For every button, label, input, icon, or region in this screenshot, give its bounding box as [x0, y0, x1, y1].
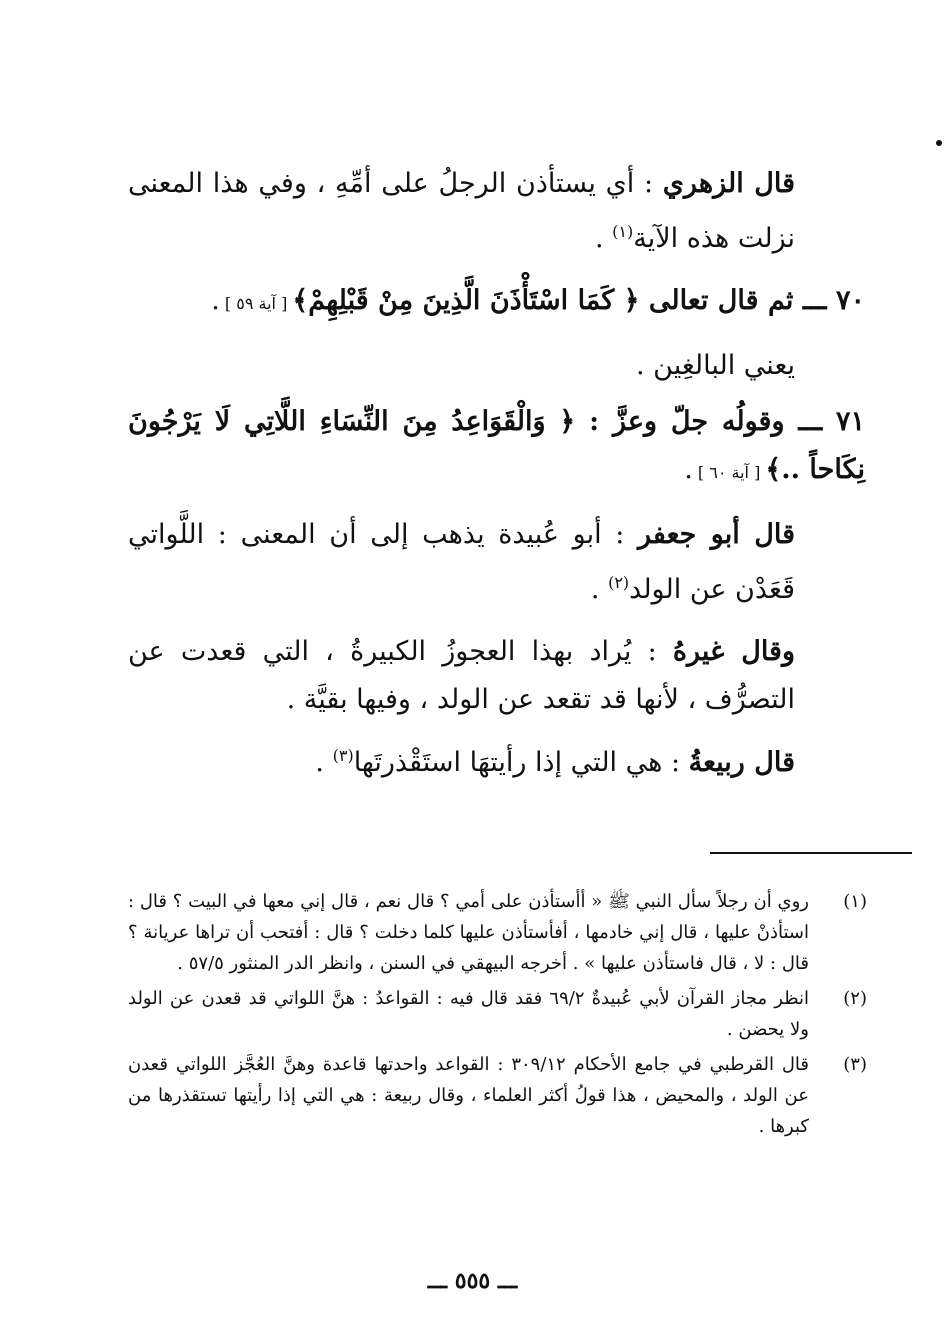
- footnotes: [128, 886, 873, 1146]
- page-number: ـــ ٥٥٥ ـــ: [427, 1268, 518, 1294]
- punctuation: .: [590, 574, 609, 605]
- main-text: [128, 160, 865, 787]
- ayah-reference: [ آية ٦٠ ]: [692, 463, 766, 482]
- footnote-ref: (٣): [332, 746, 354, 765]
- punctuation: .: [594, 223, 613, 254]
- paragraph-other: [128, 628, 865, 724]
- quran-verse: ﴿ كَمَا اسْتَأْذَنَ الَّذِينَ مِنْ قَبْلِهِمْ﴾: [292, 285, 640, 316]
- paragraph-verse-71: [128, 398, 865, 497]
- paragraph-rabia: [128, 732, 865, 787]
- entry-number: ٧١ ـــ: [798, 406, 865, 437]
- speaker-name: قال الزهري: [662, 168, 795, 199]
- speaker-name: قال ربيعةُ: [688, 747, 795, 778]
- footnote-text: انظر مجاز القرآن لأبي عُبيدةٌ ٦٩/٢ فقد قال فيه : القواعدُ : هنَّ اللواتي قد قعدن عن الولد ولا يحضن .: [128, 988, 809, 1040]
- ayah-reference: [ آية ٥٩ ]: [219, 294, 293, 313]
- entry-lead: ثم قال تعالى: [639, 285, 803, 316]
- footnote-3: [128, 1049, 873, 1142]
- footnote-1: [128, 886, 873, 979]
- paragraph-zuhri: [128, 160, 865, 263]
- entry-number: ٧٠ ـــ: [802, 285, 865, 316]
- footnote-number: (٢): [843, 988, 867, 1009]
- footnote-text: قال القرطبي في جامع الأحكام ٣٠٩/١٢ : القواعد واحدتها قاعدة وهنَّ العُجَّز اللواتي قعدن عن الولد ، والمحيض ، هذا قولُ أكثر العلماء ، وقال ربيعة : هي التي إذا رأيتها تستقذرها من كبرها .: [128, 1054, 809, 1137]
- paragraph-meaning: [128, 342, 865, 390]
- punctuation: .: [211, 285, 220, 316]
- punctuation: .: [684, 454, 693, 485]
- footnote-number: (٣): [843, 1054, 867, 1075]
- paragraph-text: يعني البالغِين .: [636, 350, 795, 381]
- footnote-divider: [710, 852, 912, 854]
- paragraph-text: : أبو عُبيدة يذهب إلى أن المعنى : اللَّواتي قَعَدْن عن الولد: [128, 519, 795, 605]
- punctuation: .: [315, 747, 333, 778]
- paragraph-verse-70: [128, 277, 865, 328]
- footnote-ref: (٢): [608, 573, 630, 592]
- footnote-number: (١): [843, 891, 867, 912]
- quran-verse: ﴿ وَالْقَوَاعِدُ مِنَ النِّسَاءِ اللَّاتِي لَا يَرْجُونَ نِكَاحاً ..﴾: [128, 406, 865, 485]
- entry-lead: وقولُه جلّ وعزَّ :: [575, 406, 799, 437]
- footnote-ref: (١): [612, 222, 634, 241]
- footnote-text: روي أن رجلاً سأل النبي ﷺ « أأستأذن على أمي ؟ قال نعم ، قال إني معها في البيت ؟ قال : استأذنْ عليها ، قال إني خادمها ، أفأستأذن عليها كلما دخلت ؟ قال : أفتحب أن تراها عريانة ؟ قال : لا ، قال فاستأذن عليها » . أخرجه البيهقي في السنن ، وانظر الدر المنثور ٥٧/٥ .: [128, 891, 809, 974]
- paragraph-text: : يُراد بهذا العجوزُ الكبيرةُ ، التي قعدت عن التصرُّف ، لأنها قد تقعد عن الولد ، وفيها بقيَّة .: [128, 636, 795, 715]
- footnote-2: [128, 983, 873, 1045]
- speaker-name: وقال غيرهُ: [672, 636, 796, 667]
- paragraph-text: : هي التي إذا رأيتهَا استَقْذرتَها: [353, 747, 689, 778]
- scan-mark: [936, 140, 942, 146]
- paragraph-abu-jafar: [128, 511, 865, 614]
- speaker-name: قال أبو جعفر: [638, 519, 795, 550]
- paragraph-text: : أي يستأذن الرجلُ على أمِّهِ ، وفي هذا المعنى نزلت هذه الآية: [128, 168, 795, 254]
